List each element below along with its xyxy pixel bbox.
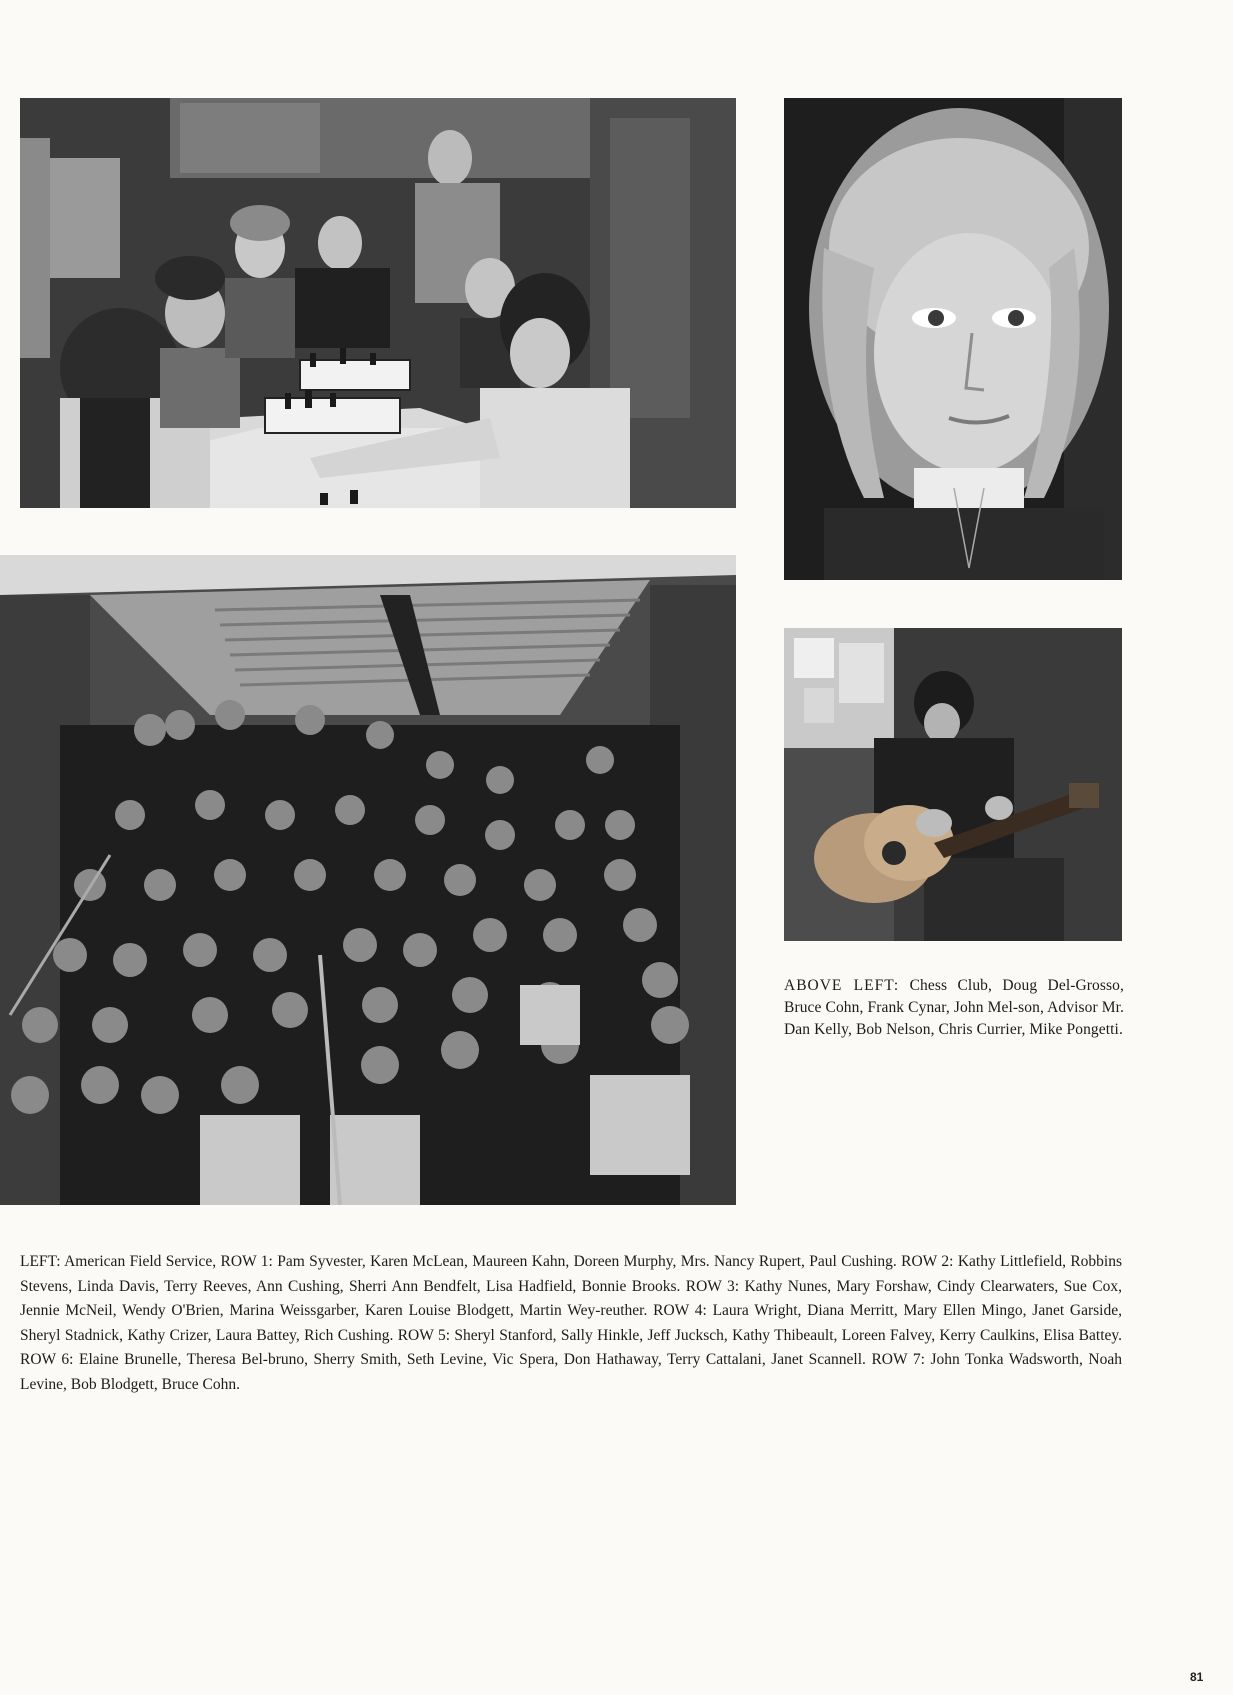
caption-lead: ABOVE LEFT: <box>784 977 900 994</box>
american-field-service-caption: LEFT: American Field Service, ROW 1: Pam Syvester, Karen McLean, Maureen Kahn, Doreen Murphy, Mrs. Nancy Rupert, Paul Cushing. ROW 2: Kathy Littlefield, Robbins Stevens, Linda Davis, Terry Reeves, Ann Cushing, Sherri Ann Bendfelt, Lisa Hadfield, Bonnie Brooks. ROW 3: Kathy Nunes, Mary Forshaw, Cindy Clearwaters, Sue Cox, Jennie McNeil, Wendy O'Brien, Marina Weissgarber, Karen Louise Blodgett, Martin Wey-reuther. ROW 4: Laura Wright, Diana Merritt, Mary Ellen Mingo, Janet Garside, Sheryl Stadnick, Kathy Crizer, Laura Battey, Rich Cushing. ROW 5: Sheryl Stanford, Sally Hinkle, Jeff Jucksch, Kathy Thibeault, Loreen Falvey, Kerry Caulkins, Elisa Battey. ROW 6: Elaine Brunelle, Theresa Bel-bruno, Sherry Smith, Seth Levine, Vic Spera, Don Hathaway, Terry Cattalani, Janet Scannell. ROW 7: John Tonka Wadsworth, Noah Levine, Bob Blodgett, Bruce Cohn. <box>20 1253 1122 1393</box>
portrait-photo <box>784 98 1122 580</box>
chess-club-photo <box>20 98 736 508</box>
page-number: 81 <box>1190 1670 1204 1684</box>
caption-body: Chess Club, Doug Del-Grosso, Bruce Cohn, Frank Cynar, John Mel-son, Advisor Mr. Dan Kelly, Bob Nelson, Chris Currier, Mike Pongetti. <box>784 977 1124 1038</box>
guitar-player-photo <box>784 628 1122 941</box>
chess-club-caption <box>784 975 1124 1041</box>
american-field-service-photo <box>0 555 736 1205</box>
